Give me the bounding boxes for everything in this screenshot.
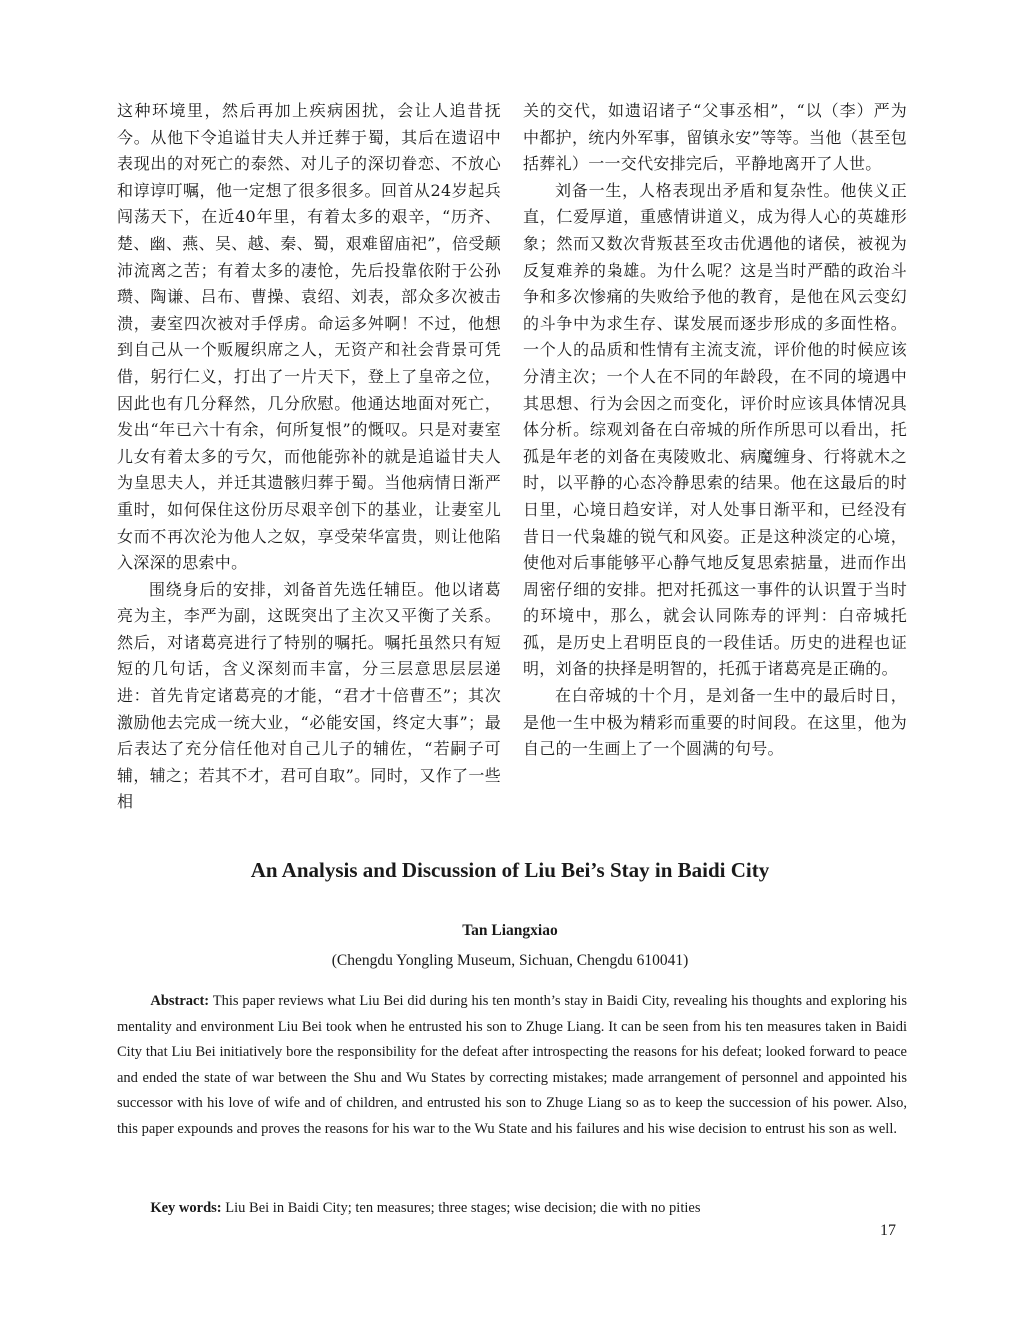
english-affiliation: (Chengdu Yongling Museum, Sichuan, Chengdu 610041) (331, 952, 689, 969)
body-paragraph: 围绕身后的安排，刘备首先选任辅臣。他以诸葛亮为主，李严为副，这既突出了主次又平衡了关系。然后，对诸葛亮进行了特别的嘱托。嘱托虽然只有短短的几句话，含义深刻而丰富，分三层意思层层递进：首先肯定诸葛亮的才能，“君才十倍曹丕”；其次激励他去完成一统大业，“必能安国，终定大事”；最后表达了充分信任他对自己儿子的辅佐，“若嗣子可辅，辅之；若其不才，君可自取”。同时，又作了一些相 (117, 579, 501, 812)
body-paragraph: 关的交代，如遗诏诸子“父事丞相”，“以（李）严为中都护，统内外军事，留镇永安”等等。当他（甚至包括葬礼）一一交代安排完后，平静地离开了人世。 (523, 101, 907, 174)
body-paragraph: 刘备一生，人格表现出矛盾和复杂性。他侠义正直，仁爱厚道，重感情讲道义，成为得人心的英雄形象；然而又数次背叛甚至攻击优遇他的诸侯，被视为反复难养的枭雄。为什么呢？这是当时严酷的政治斗争和多次惨痛的失败给予他的教育，是他在风云变幻的斗争中为求生存、谋发展而逐步形成的多面性格。一个人的品质和性情有主流支流，评价他的时候应该分清主次；一个人在不同的年龄段，在不同的境遇中其思想、行为会因之而变化，评价时应该具体情况具体分析。综观刘备在白帝城的所作所思可以看出，托孤是年老的刘备在夷陵败北、病魔缠身、行将就木之时，以平静的心态冷静思索的结果。他在这最后的时日里，心境日趋安详，对人处事日渐平和，已经没有昔日一代枭雄的锐气和风姿。正是这种淡定的心境，使他对后事能够平心静气地反复思索掂量，进而作出周密仔细的安排。把对托孤这一事件的认识置于当时的环境中，那么，就会认同陈寿的评判：白帝城托孤，是历史上君明臣良的一段佳话。历史的进程也证明，刘备的抉择是明智的，托孤于诸葛亮是正确的。 (523, 180, 907, 679)
page-number: 17 (880, 1222, 896, 1239)
english-title: An Analysis and Discussion of Liu Bei’s Stay in Baidi City (250, 858, 770, 882)
english-author: Tan Liangxiao (462, 922, 558, 939)
body-paragraph: 在白帝城的十个月，是刘备一生中的最后时日，是他一生中极为精彩而重要的时间段。在这里，他为自己的一生画上了一个圆满的句号。 (523, 686, 907, 759)
keywords-text: Liu Bei in Baidi City; ten measures; three stages; wise decision; die with no pities (225, 1200, 701, 1216)
body-paragraph: 这种环境里，然后再加上疾病困扰，会让人追昔抚今。从他下令追谥甘夫人并迁葬于蜀，其后在遗诏中表现出的对死亡的泰然、对儿子的深切眷恋、不放心和谆谆叮嘱，他一定想了很多很多。回首从24岁起兵闯荡天下，在近40年里，有着太多的艰辛，“历齐、楚、幽、燕、吴、越、秦、蜀，艰难留庙祀”，倍受颠沛流离之苦；有着太多的凄怆，先后投靠依附于公孙瓒、陶谦、吕布、曹操、袁绍、刘表，部众多次被击溃，妻室四次被对手俘虏。命运多舛啊！不过，他想到自己从一个贩履织席之人，无资产和社会背景可凭借，躬行仁义，打出了一片天下，登上了皇帝之位，因此也有几分释然，几分欣慰。他通达地面对死亡，发出“年已六十有余，何所复恨”的慨叹。只是对妻室儿女有着太多的亏欠，而他能弥补的就是追谥甘夫人为皇思夫人，并迁其遗骸归葬于蜀。当他病情日渐严重时，如何保住这份历尽艰辛创下的基业，让妻室儿女而不再次沦为他人之奴，享受荣华富贵，则让他陷入深深的思索中。 (117, 101, 501, 573)
keywords-label: Key words: (150, 1200, 222, 1216)
abstract-label: Abstract: (150, 993, 210, 1009)
right-column (523, 98, 907, 838)
english-keywords (117, 1196, 907, 1221)
abstract-text: This paper reviews what Liu Bei did during his ten month’s stay in Baidi City, revealing his thoughts and exploring his mentality and environment Liu Bei took when he entrusted his son to Zhuge Liang. It can be seen from his ten measures taken in Baidi City that Liu Bei initiatively bore the responsibility for the defeat after introspecting the reasons for his defeat; looked forward to peace and ended the state of war between the Shu and Wu States by correcting mistakes; made arrangement of personnel and appointed his successor with his love of wife and of children, and entrusted his son to Zhuge Liang so as to keep the succession of his power. Also, this paper expounds and proves the reasons for his war to the Wu State and his failures and his wise decision to entrust his son as well. (117, 993, 907, 1137)
english-abstract (117, 989, 907, 1143)
left-column (117, 98, 501, 838)
body-columns (117, 98, 907, 838)
